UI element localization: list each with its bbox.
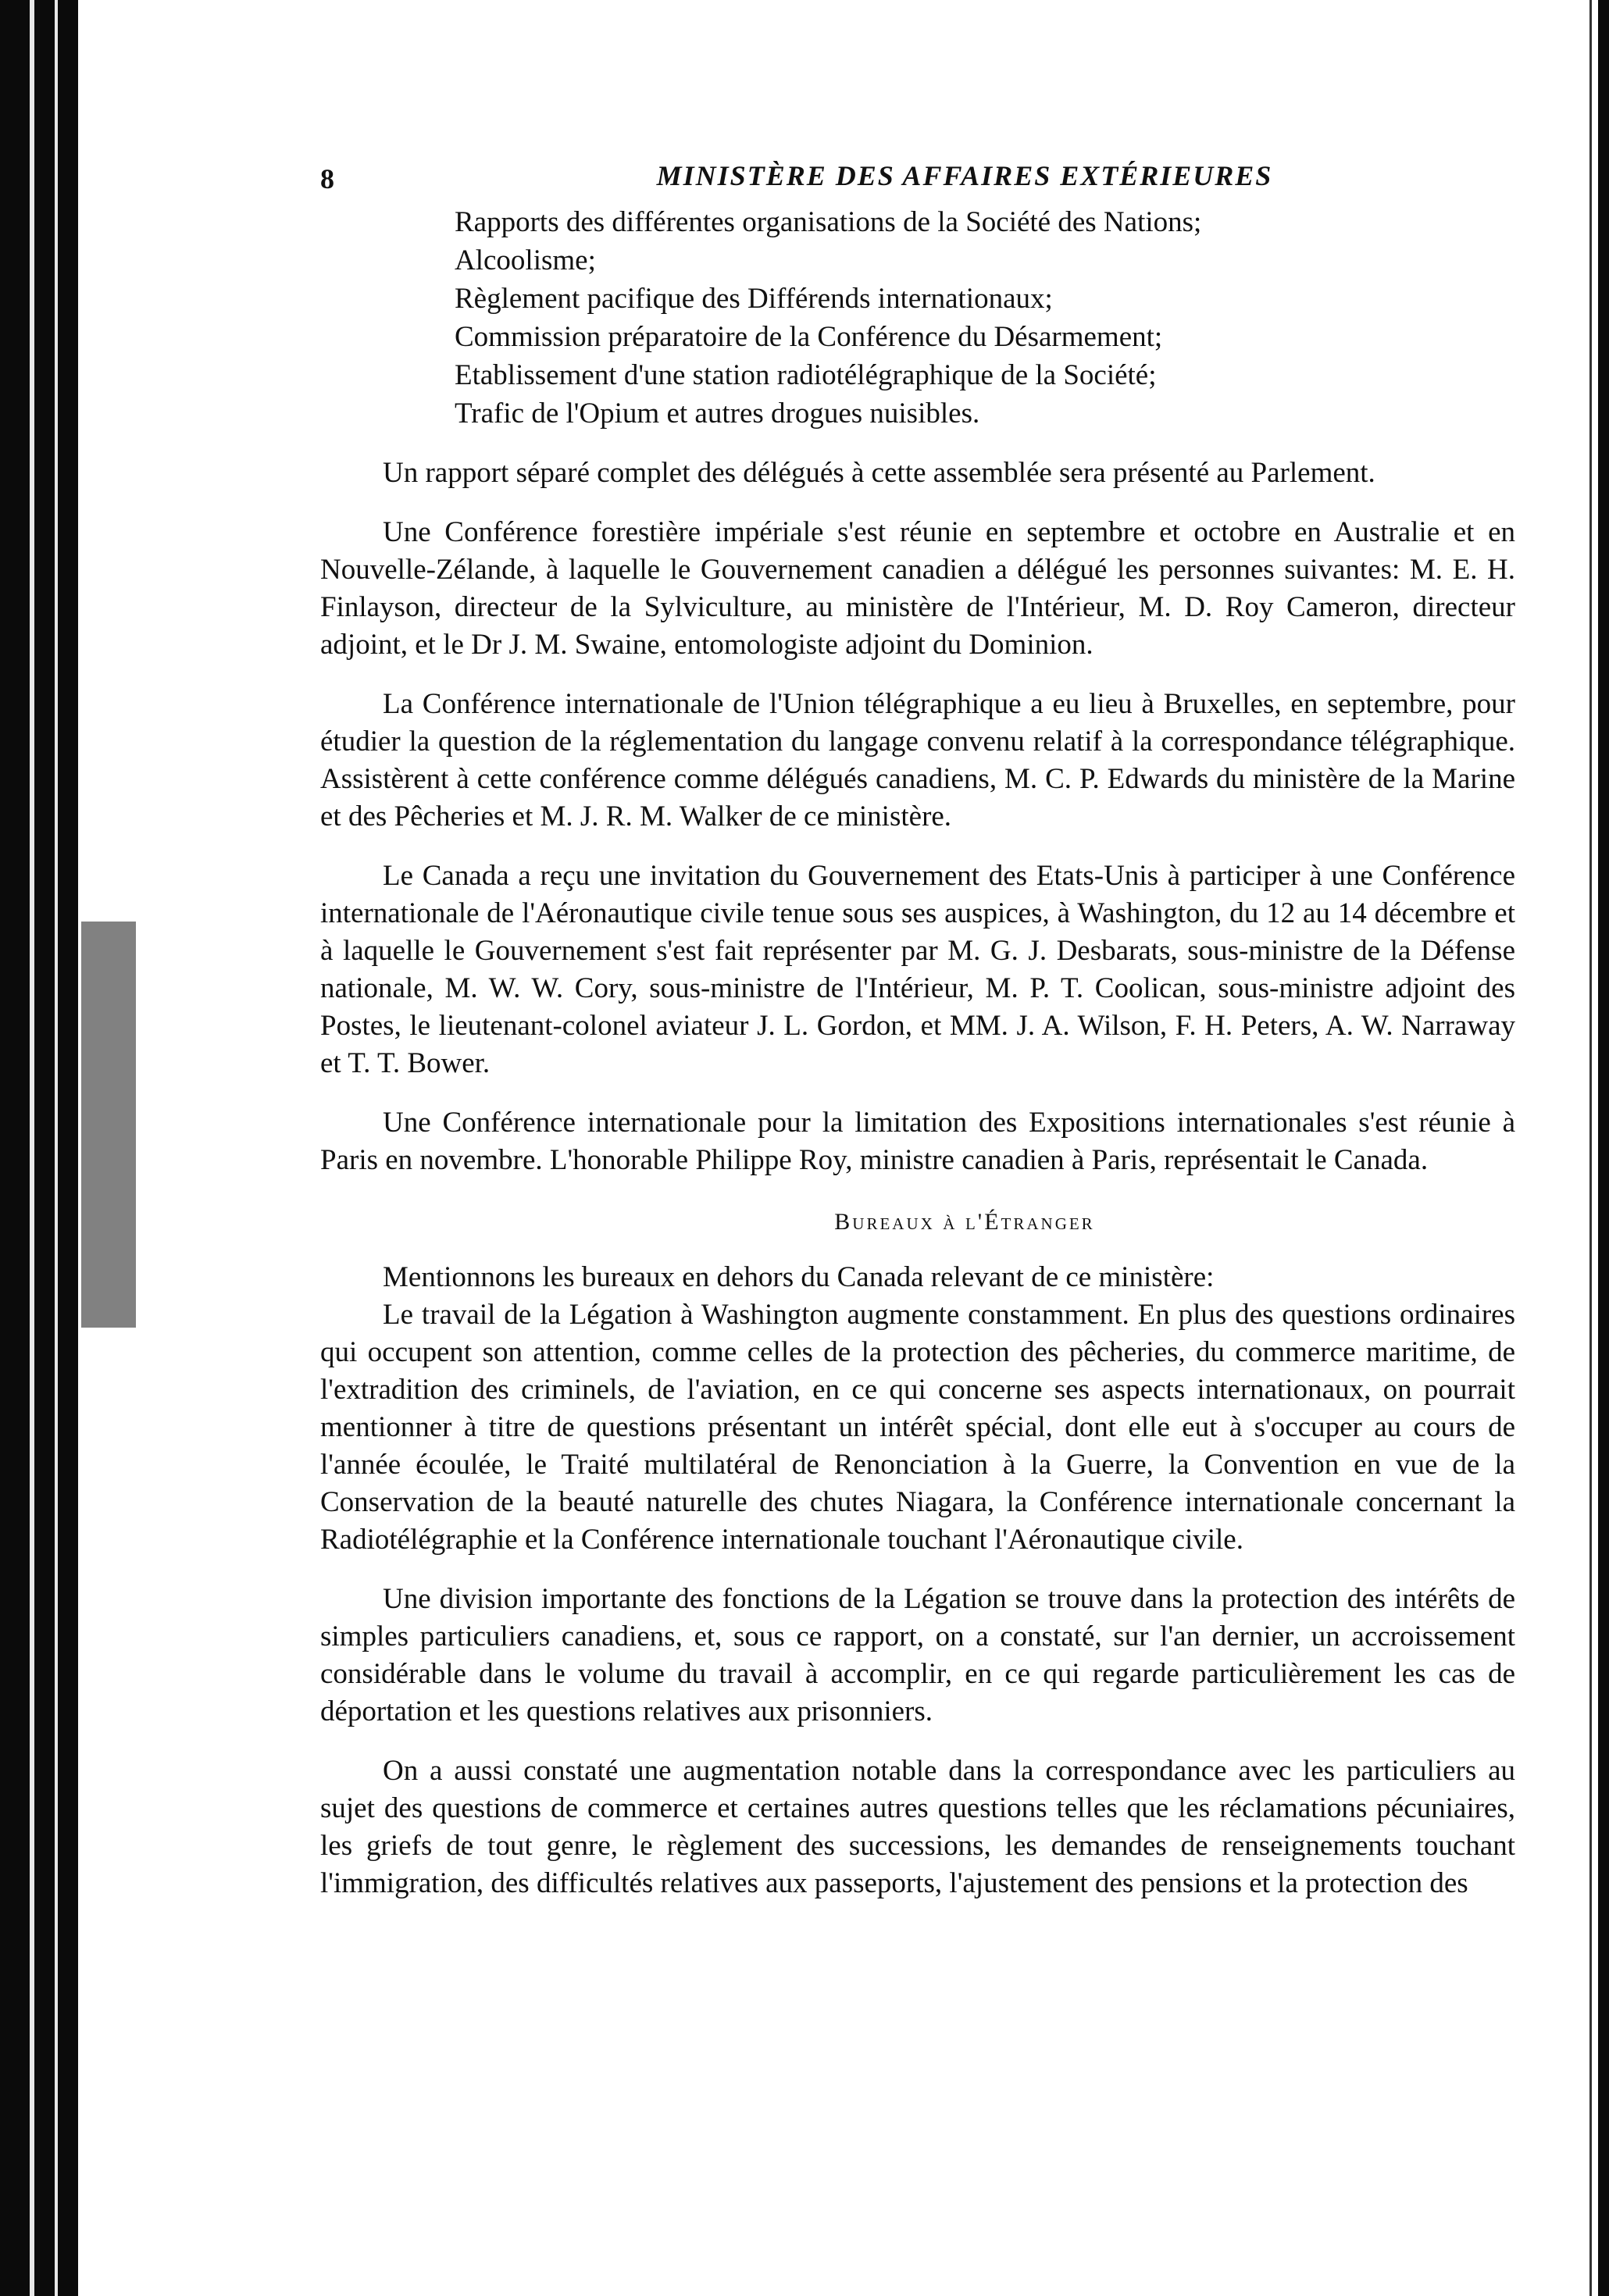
paragraph-correspondence: On a aussi constaté une augmentation notable dans la correspondance avec les particuliers au sujet des questions de commerce et certaines autres questions telles que les réclamations pécuniaires, les griefs de tout genre, le règlement des successions, les demandes de renseignements touchant l'immigration, des difficultés relatives aux passeports, l'ajustement des pensions et la protection des (320, 1755, 1515, 1899)
list-item: Commission préparatoire de la Conférence du Désarmement; (455, 321, 1163, 353)
paragraph-telegraph-union: La Conférence internationale de l'Union télégraphique a eu lieu à Bruxelles, en septembre, pour étudier la question de la réglementation du langage convenu relatif à la correspondance télégraphique. Assistèrent à cette conférence comme délégués canadiens, M. C. P. Edwards du ministère de la Marine et des Pêcheries et M. J. R. M. Walker de ce ministère. (320, 688, 1515, 832)
paragraph-aeronautics-conference: Le Canada a reçu une invitation du Gouvernement des Etats-Unis à participer à une Conférence internationale de l'Aéronautique civile tenue sous ses auspices, à Washington, du 12 au 14 décembre et à laquelle le Gouvernement s'est fait représenter par M. G. J. Desbarats, sous-ministre de la Défense nationale, M. W. W. Cory, sous-ministre de l'Intérieur, M. P. T. Coolican, sous-ministre adjoint des Postes, le lieutenant-colonel aviateur J. L. Gordon, et MM. J. A. Wilson, F. H. Peters, A. W. Narraway et T. T. Bower. (320, 860, 1515, 1079)
binding-highlight (55, 0, 58, 2296)
list-item: Rapports des différentes organisations de la Société des Nations; (455, 206, 1202, 238)
paragraph-forestry-conference: Une Conférence forestière impériale s'est réunie en septembre et octobre en Australie et en Nouvelle-Zélande, à laquelle le Gouvernement canadien a délégué les personnes suivantes: M. E. H. Finlayson, directeur de la Sylviculture, au ministère de l'Intérieur, M. D. Roy Cameron, directeur adjoint, et le Dr J. M. Swaine, entomologiste adjoint du Dominion. (320, 516, 1515, 661)
section-heading: Bureaux à l'Étranger (834, 1209, 1095, 1235)
list-item: Alcoolisme; (455, 244, 596, 276)
document-page (320, 148, 1515, 2194)
list-item: Etablissement d'une station radiotélégraphique de la Société; (455, 359, 1157, 391)
list-item: Règlement pacifique des Différends internationaux; (455, 283, 1053, 315)
paragraph-expositions-conference: Une Conférence internationale pour la limitation des Expositions internationales s'est réunie à Paris en novembre. L'honorable Philippe Roy, ministre canadien à Paris, représentait le Canada. (320, 1107, 1515, 1176)
paragraph-private-interests: Une division importante des fonctions de la Légation se trouve dans la protection des intérêts de simples particuliers canadiens, et, sous ce rapport, on a constaté, sur l'an dernier, un accroissement considérable dans le volume du travail à accomplir, en ce qui regarde particulièrement les cas de déportation et les questions relatives aux prisonniers. (320, 1583, 1515, 1727)
page-number: 8 (320, 163, 334, 194)
list-item: Trafic de l'Opium et autres drogues nuisibles. (455, 398, 980, 430)
paragraph-washington-legation: Le travail de la Légation à Washington augmente constamment. En plus des questions ordinaires qui occupent son attention, comme celles de la protection des pêcheries, du commerce maritime, de l'extradition des criminels, de l'aviation, en ce qui concerne ses aspects internationaux, on pourrait mentionner à titre de questions présentant un intérêt spécial, dont elle eut à s'occuper au cours de l'année écoulée, le Traité multilatéral de Renonciation à la Guerre, la Convention en vue de la Conservation de la beauté naturelle des chutes Niagara, la Conférence internationale concernant la Radiotélégraphie et la Conférence internationale touchant l'Aéronautique civile. (320, 1299, 1515, 1556)
right-page-edge (1598, 0, 1609, 2296)
right-page-rule (1589, 0, 1592, 2296)
running-title: MINISTÈRE DES AFFAIRES EXTÉRIEURES (656, 160, 1273, 191)
binding-shadow (81, 922, 136, 1328)
book-binding-edge (0, 0, 78, 2296)
topics-list (320, 203, 1515, 433)
page-header (320, 148, 1515, 203)
paragraph-offices-intro: Mentionnons les bureaux en dehors du Canada relevant de ce ministère: (383, 1261, 1215, 1293)
paragraph-separate-report: Un rapport séparé complet des délégués à cette assemblée sera présenté au Parlement. (383, 457, 1375, 489)
binding-highlight (30, 0, 34, 2296)
